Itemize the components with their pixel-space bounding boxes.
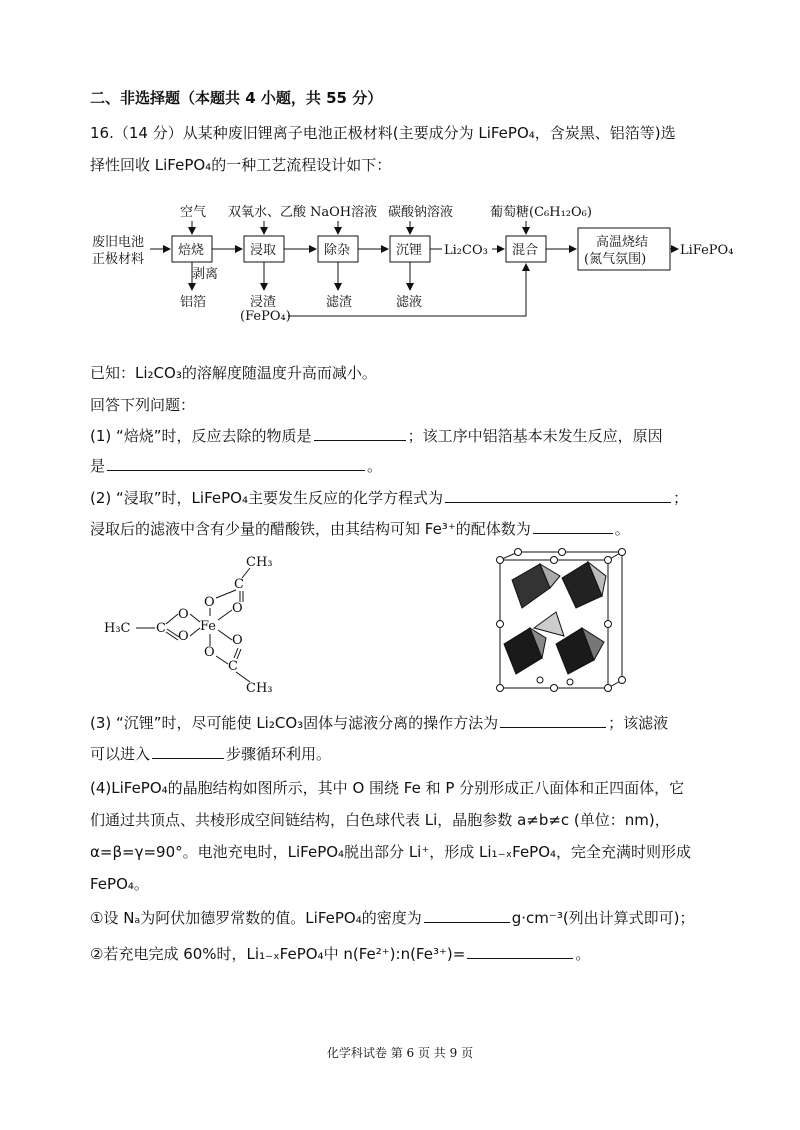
part3-text-b: ；该滤液 <box>608 714 669 732</box>
flow-reagent-na2co3: 碳酸钠溶液 <box>388 205 454 220</box>
flow-reagent-air: 空气 <box>180 205 207 220</box>
answer-prompt: 回答下列问题： <box>90 396 196 414</box>
part4-sub1 <box>90 908 695 928</box>
flow-reagent-naoh: NaOH溶液 <box>310 205 378 220</box>
lifepo4-unit-cell-diagram <box>490 548 630 696</box>
flow-reagent-glucose: 葡萄糖(C₆H₁₂O₆) <box>490 205 592 220</box>
part2-answer-blank-1[interactable] <box>445 488 671 503</box>
mol-o-bottom-right: O <box>232 633 243 648</box>
flow-output-filter-residue: 滤渣 <box>326 295 353 310</box>
mol-ch3-left: H₃C <box>104 621 131 636</box>
flow-box-sinter-line2: (氮气氛围) <box>584 252 647 267</box>
flow-start-line2: 正极材料 <box>92 252 145 267</box>
part3-answer-blank-1[interactable] <box>500 713 606 728</box>
mol-o-bottom-left: O <box>204 645 215 660</box>
mol-fe: Fe <box>200 619 217 634</box>
part2-answer-blank-2[interactable] <box>533 519 613 534</box>
part4-line4: FePO₄。 <box>90 875 149 893</box>
mol-ch3-top: CH₃ <box>246 555 273 570</box>
question-intro-line1: 16.（14 分）从某种废旧锂离子电池正极材料(主要成分为 LiFePO₄，含炭黑、铝箔等)选 <box>90 124 676 142</box>
part1-text-c: 是 <box>90 457 106 475</box>
part2-text-b: ； <box>673 489 689 507</box>
question-intro-line2: 择性回收 LiFePO₄的一种工艺流程设计如下： <box>90 156 392 174</box>
mol-c-left: C <box>156 621 166 636</box>
mol-c-bottom: C <box>228 659 238 674</box>
part1-line1 <box>90 426 663 446</box>
flow-output-filtrate: 滤液 <box>396 295 423 310</box>
flow-strip-label: 剥离 <box>192 267 219 282</box>
flow-output-residue-formula: (FePO₄) <box>240 309 291 324</box>
flow-box-mix-label: 混合 <box>512 243 539 258</box>
mol-o-left-bottom: O <box>178 629 189 644</box>
part3-answer-blank-2[interactable] <box>152 744 224 759</box>
iron-acetate-structure <box>100 548 300 698</box>
flow-reagent-h2o2: 双氧水、乙酸 <box>228 205 307 220</box>
part4-line1: (4)LiFePO₄的晶胞结构如图所示，其中 O 围绕 Fe 和 P 分别形成正八面体和正四面体，它 <box>90 779 685 797</box>
flow-box-roast-label: 焙烧 <box>178 243 205 258</box>
part3-text-d: 步骤循环利用。 <box>226 745 332 763</box>
part1-answer-blank-1[interactable] <box>314 426 406 441</box>
part1-line2 <box>90 456 382 476</box>
part4-sub2 <box>90 944 590 964</box>
flow-box-precipitate-label: 沉锂 <box>396 243 423 258</box>
mol-c-top: C <box>234 577 244 592</box>
mol-ch3-bottom: CH₃ <box>246 681 273 696</box>
mol-o-left-top: O <box>178 607 189 622</box>
process-flow-diagram <box>78 196 758 326</box>
part4-sub1-text-b: g·cm⁻³(列出计算式即可)； <box>511 909 695 927</box>
part4-answer-blank-2[interactable] <box>467 944 573 959</box>
mol-o-top-right: O <box>232 601 243 616</box>
flow-output-foil: 铝箔 <box>180 295 207 310</box>
page-footer: 化学科试卷 第 6 页 共 9 页 <box>326 1046 474 1060</box>
part4-answer-blank-1[interactable] <box>424 908 510 923</box>
part2-line2 <box>90 519 630 539</box>
flow-output-residue: 浸渣 <box>250 295 277 310</box>
part1-answer-blank-2[interactable] <box>107 456 365 471</box>
flow-intermediate: Li₂CO₃ <box>444 243 488 258</box>
part2-line1 <box>90 488 688 508</box>
flow-product: LiFePO₄ <box>680 243 734 258</box>
part4-sub2-text-a: ②若充电完成 60%时，Li₁₋ₓFePO₄中 n(Fe²⁺):n(Fe³⁺)= <box>90 945 466 963</box>
known-condition: 已知：Li₂CO₃的溶解度随温度升高而减小。 <box>90 364 377 382</box>
part2-text-d: 。 <box>614 520 630 538</box>
part4-line2: 们通过共顶点、共棱形成空间链结构，白色球代表 Li，晶胞参数 a≠b≠c (单位：nm)， <box>90 811 670 829</box>
part4-sub1-text-a: ①设 Nₐ为阿伏加德罗常数的值。LiFePO₄的密度为 <box>90 909 422 927</box>
flow-box-purify-label: 除杂 <box>324 243 351 258</box>
part4-sub2-text-b: 。 <box>575 945 591 963</box>
part2-text-c: 浸取后的滤液中含有少量的醋酸铁，由其结构可知 Fe³⁺的配体数为 <box>90 520 531 538</box>
part3-text-a: (3) “沉锂”时，尽可能使 Li₂CO₃固体与滤液分离的操作方法为 <box>90 714 499 732</box>
part3-line1 <box>90 713 668 733</box>
part1-text-d: 。 <box>367 457 383 475</box>
flow-box-leach-label: 浸取 <box>250 243 277 258</box>
mol-o-top-left: O <box>204 595 215 610</box>
part1-text-b: ；该工序中铝箔基本未发生反应，原因 <box>407 427 663 445</box>
part4-line3: α=β=γ=90°。电池充电时，LiFePO₄脱出部分 Li⁺，形成 Li₁₋ₓFePO₄，完全充满时则形成 <box>90 843 692 861</box>
part2-text-a: (2) “浸取”时，LiFePO₄主要发生反应的化学方程式为 <box>90 489 443 507</box>
part1-text-a: (1) “焙烧”时，反应去除的物质是 <box>90 427 312 445</box>
section-title: 二、非选择题（本题共 4 小题，共 55 分） <box>90 89 383 107</box>
flow-start-line1: 废旧电池 <box>92 235 145 250</box>
part3-line2 <box>90 744 331 764</box>
flow-box-sinter-line1: 高温烧结 <box>596 235 649 250</box>
part3-text-c: 可以进入 <box>90 745 151 763</box>
